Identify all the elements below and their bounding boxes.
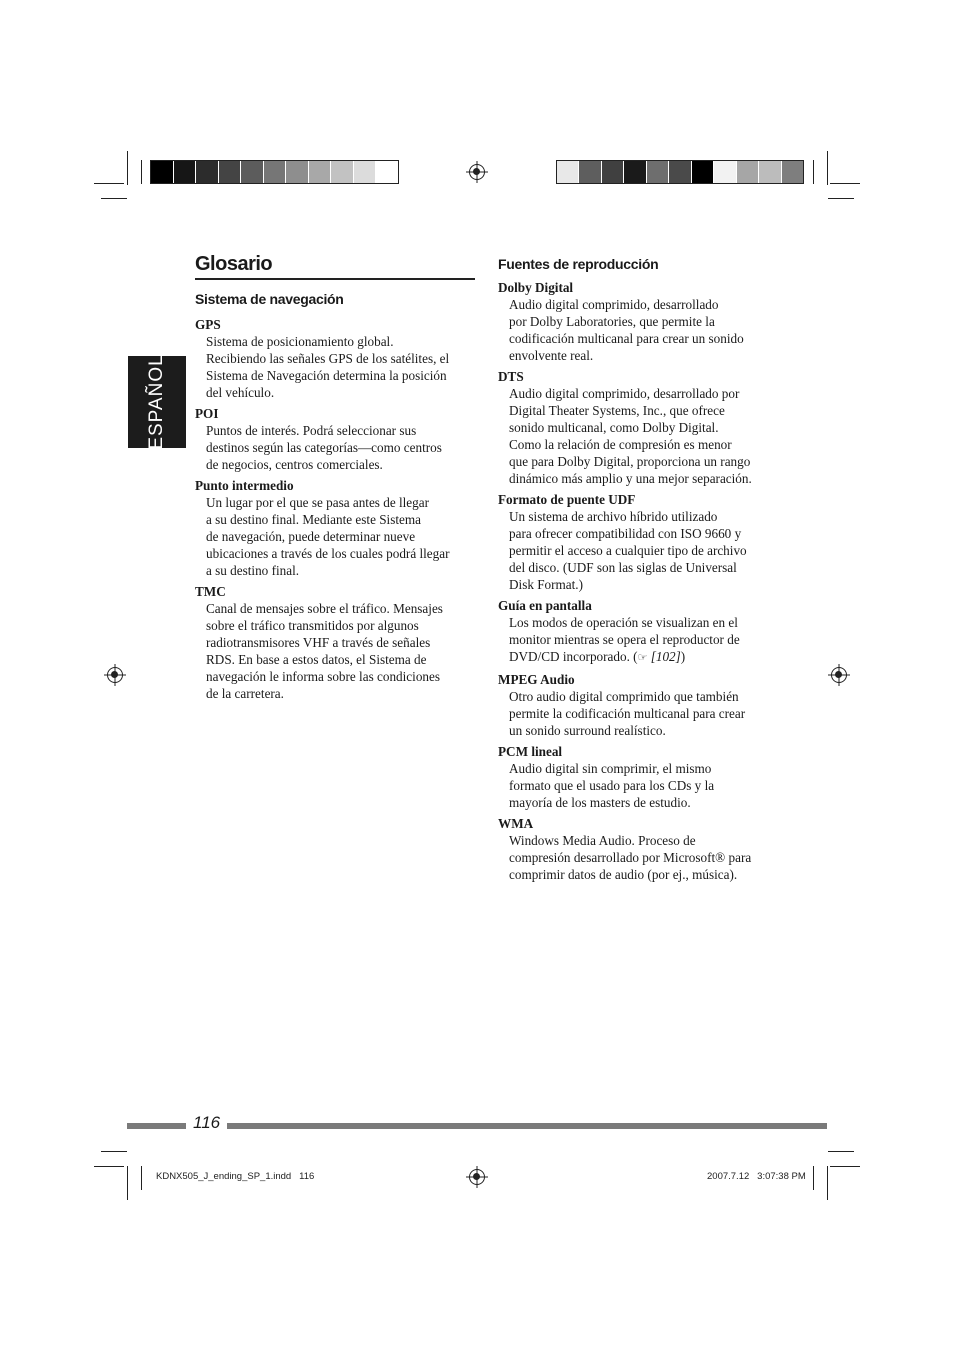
definition-line: comprimir datos de audio (por ej., música). (509, 867, 738, 882)
color-swatch (692, 161, 714, 183)
glossary-definition (498, 614, 788, 667)
section-heading: Sistema de navegación (195, 291, 344, 307)
left-column (195, 291, 480, 702)
registration-mark-icon (469, 1169, 485, 1185)
glossary-definition (498, 508, 788, 593)
definition-line: sobre el tráfico transmitidos por algunos (206, 618, 419, 633)
color-swatch (286, 161, 309, 183)
color-swatch (557, 161, 579, 183)
definition-line: de la carretera. (206, 686, 284, 701)
definition-line: del disco. (UDF son las siglas de Universal (509, 560, 737, 575)
language-side-tab (128, 356, 186, 448)
crop-mark (813, 1166, 814, 1190)
crop-mark (94, 1166, 124, 1167)
glossary-definition (498, 832, 788, 883)
definition-line: envolvente real. (509, 348, 594, 363)
definition-line: monitor mientras se opera el reproductor de (509, 632, 740, 647)
definition-line: Audio digital sin comprimir, el mismo (509, 761, 712, 776)
glossary-term: TMC (195, 584, 226, 599)
print-slug-timestamp: 2007.7.12 3:07:38 PM (707, 1171, 806, 1182)
definition-line: Canal de mensajes sobre el tráfico. Mensajes (206, 601, 443, 616)
color-swatch (714, 161, 736, 183)
language-tab-label: ESPAÑOL (146, 354, 167, 450)
definition-line: a su destino final. (206, 563, 300, 578)
glossary-definition (195, 333, 480, 401)
glossary-term: Punto intermedio (195, 478, 294, 493)
crop-mark (127, 151, 128, 185)
color-swatch (151, 161, 174, 183)
color-swatch (331, 161, 354, 183)
color-swatch (759, 161, 781, 183)
color-swatch (241, 161, 264, 183)
color-swatch (669, 161, 691, 183)
color-calibration-bar-right (556, 160, 804, 184)
definition-line: RDS. En base a estos datos, el Sistema de (206, 652, 427, 667)
definition-line: dinámico más amplio y una mejor separación. (509, 471, 752, 486)
color-swatch (602, 161, 624, 183)
color-swatch (264, 161, 287, 183)
crop-mark (101, 1151, 127, 1152)
page-title: Glosario (195, 253, 475, 280)
glossary-definition (195, 422, 480, 473)
footer-bar-right (227, 1123, 827, 1129)
definition-line: del vehículo. (206, 385, 275, 400)
glossary-definition (498, 385, 788, 487)
color-swatch (782, 161, 803, 183)
footer-bar-left (127, 1123, 186, 1129)
page-reference-link[interactable]: [102] (650, 649, 681, 664)
definition-line: Los modos de operación se visualizan en el (509, 615, 738, 630)
glossary-term: DTS (498, 369, 524, 384)
definition-line: a su destino final. Mediante este Sistema (206, 512, 421, 527)
crop-mark (828, 198, 854, 199)
page-number: 116 (193, 1113, 221, 1132)
crop-mark (830, 1166, 860, 1167)
color-swatch (354, 161, 377, 183)
glossary-term: Guía en pantalla (498, 598, 592, 613)
definition-line: de navegación, puede determinar nueve (206, 529, 416, 544)
color-swatch (196, 161, 219, 183)
glossary-term: PCM lineal (498, 744, 563, 759)
definition-line: Un lugar por el que se pasa antes de llegar (206, 495, 430, 510)
crop-mark (101, 198, 127, 199)
definition-line: un sonido surround realístico. (509, 723, 666, 738)
definition-line: de negocios, centros comerciales. (206, 457, 383, 472)
definition-line: Audio digital comprimido, desarrollado por (509, 386, 740, 401)
definition-line: sonido multicanal, como Dolby Digital. (509, 420, 719, 435)
pointing-hand-icon: ☞ (637, 652, 648, 664)
definition-line: que para Dolby Digital, proporciona un rango (509, 454, 751, 469)
definition-line: Digital Theater Systems, Inc., que ofrece (509, 403, 725, 418)
definition-line: Sistema de Navegación determina la posición (206, 368, 447, 383)
registration-mark-icon (831, 667, 847, 683)
glossary-definition (498, 688, 788, 739)
definition-line: Disk Format.) (509, 577, 583, 592)
glossary-definition (498, 296, 788, 364)
definition-line: radiotransmisores VHF a través de señales (206, 635, 431, 650)
registration-mark-icon (107, 667, 123, 683)
color-swatch (647, 161, 669, 183)
definition-line: Windows Media Audio. Proceso de (509, 833, 696, 848)
definition-line: Puntos de interés. Podrá seleccionar sus (206, 423, 417, 438)
print-slug-filename: KDNX505_J_ending_SP_1.indd 116 (156, 1171, 315, 1182)
definition-line: Sistema de posicionamiento global. (206, 334, 394, 349)
crop-mark (141, 160, 142, 184)
color-swatch (624, 161, 646, 183)
color-swatch (737, 161, 759, 183)
color-swatch (309, 161, 332, 183)
glossary-term: GPS (195, 317, 221, 332)
crop-mark (827, 1166, 828, 1200)
crop-mark (828, 1151, 854, 1152)
definition-line: formato que el usado para los CDs y la (509, 778, 715, 793)
color-swatch (376, 161, 398, 183)
glossary-definition (195, 600, 480, 702)
crop-mark (827, 151, 828, 185)
definition-line: por Dolby Laboratories, que permite la (509, 314, 715, 329)
crop-mark (830, 183, 860, 184)
color-swatch (579, 161, 601, 183)
definition-line: Un sistema de archivo híbrido utilizado (509, 509, 718, 524)
glossary-term: Dolby Digital (498, 280, 574, 295)
definition-line: para ofrecer compatibilidad con ISO 9660 y (509, 526, 742, 541)
definition-line: Como la relación de compresión es menor (509, 437, 732, 452)
definition-line: navegación le informa sobre las condiciones (206, 669, 440, 684)
color-calibration-bar-left (150, 160, 399, 184)
crop-mark (813, 160, 814, 184)
right-column (498, 256, 788, 883)
glossary-term: Formato de puente UDF (498, 492, 636, 507)
crop-mark (94, 183, 124, 184)
definition-line: ubicaciones a través de los cuales podrá llegar (206, 546, 450, 561)
crop-mark (141, 1166, 142, 1190)
glossary-term: WMA (498, 816, 534, 831)
definition-line: codificación multicanal para crear un sonido (509, 331, 744, 346)
definition-line: permitir el acceso a cualquier tipo de archivo (509, 543, 747, 558)
glossary-term: POI (195, 406, 219, 421)
definition-line: destinos según las categorías—como centros (206, 440, 442, 455)
color-swatch (219, 161, 242, 183)
glossary-definition (195, 494, 480, 579)
glossary-term: MPEG Audio (498, 672, 575, 687)
color-swatch (174, 161, 197, 183)
definition-line: DVD/CD incorporado. (☞ [102]) (509, 649, 686, 664)
crop-mark (127, 1166, 128, 1200)
definition-line: mayoría de los masters de estudio. (509, 795, 691, 810)
definition-line: Audio digital comprimido, desarrollado (509, 297, 719, 312)
definition-line: Recibiendo las señales GPS de los satélites, el (206, 351, 450, 366)
definition-line: compresión desarrollado por Microsoft® para (509, 850, 752, 865)
section-heading: Fuentes de reproducción (498, 256, 659, 272)
glossary-definition (498, 760, 788, 811)
definition-line: permite la codificación multicanal para crear (509, 706, 746, 721)
definition-line: Otro audio digital comprimido que también (509, 689, 739, 704)
registration-mark-icon (469, 164, 485, 180)
